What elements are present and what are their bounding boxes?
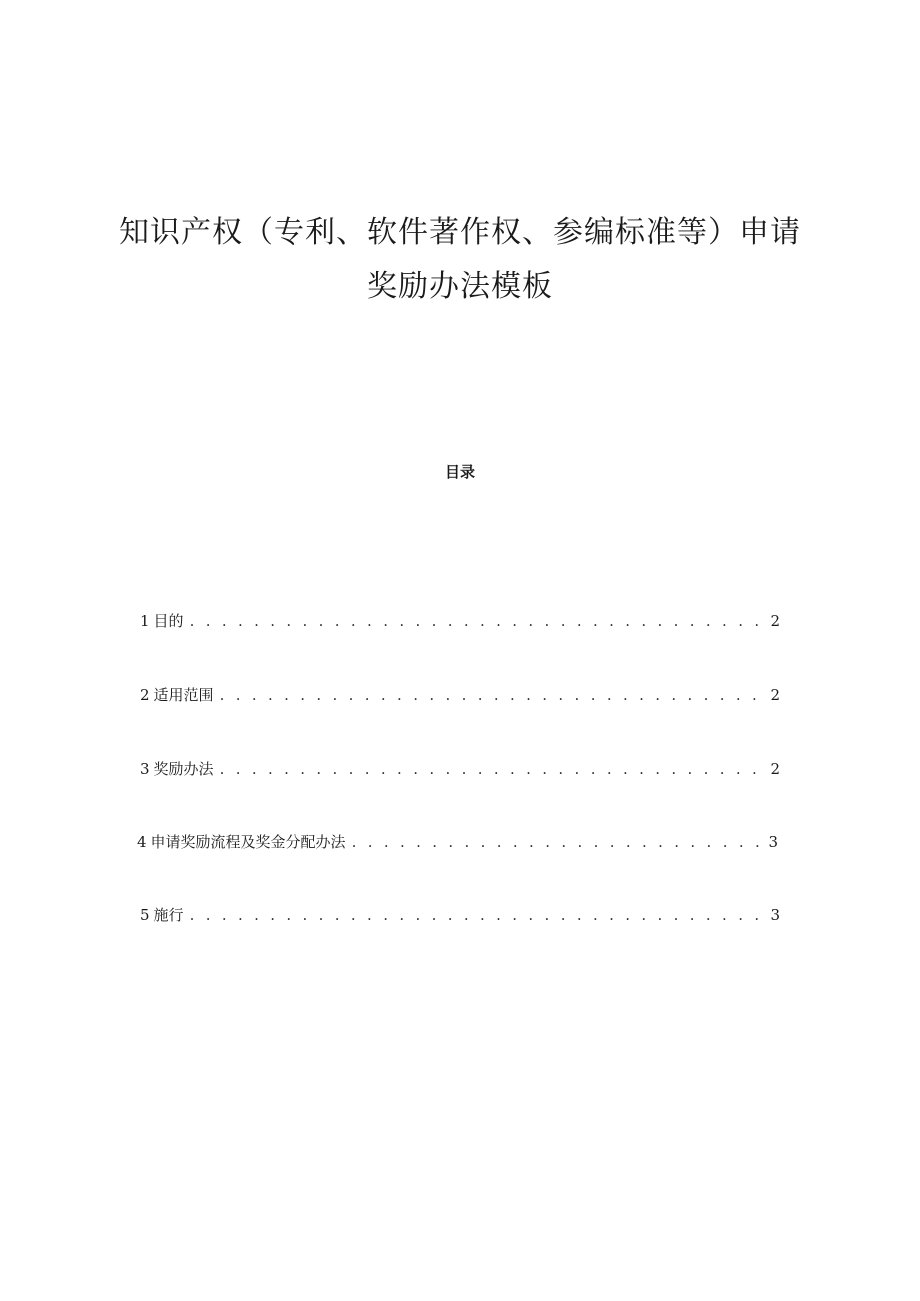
toc-entry-implementation[interactable] [140,906,780,924]
toc-entry-page: 3 [770,906,780,924]
toc-entry-scope[interactable] [140,686,780,704]
toc-entry-number: 1 [140,612,150,630]
toc-entry-number: 4 [137,833,147,851]
toc-heading: 目录 [444,463,475,481]
toc-entry-label: 施行 [153,906,184,924]
toc-dot-leader [190,612,766,630]
toc-entry-number: 3 [140,760,150,778]
toc-entry-application-process[interactable] [137,833,778,851]
toc-entry-number: 5 [140,906,150,924]
toc-entry-reward-method[interactable] [140,760,780,778]
toc-entry-number: 2 [140,686,150,704]
toc-entry-page: 2 [770,612,780,630]
toc-entry-label: 目的 [153,612,184,630]
document-title-line-1: 知识产权（专利、软件著作权、参编标准等）申请 [119,215,801,250]
toc-dot-leader [352,833,764,851]
document-title-line-2: 奖励办法模板 [367,269,553,304]
toc-entry-page: 3 [768,833,778,851]
toc-entry-label: 适用范围 [153,686,214,704]
toc-entry-page: 2 [770,760,780,778]
toc-entry-label: 奖励办法 [153,760,214,778]
toc-entry-purpose[interactable] [140,612,780,630]
toc-entry-label: 申请奖励流程及奖金分配办法 [150,833,346,851]
toc-dot-leader [220,760,766,778]
toc-dot-leader [190,906,766,924]
toc-dot-leader [220,686,766,704]
toc-entry-page: 2 [770,686,780,704]
